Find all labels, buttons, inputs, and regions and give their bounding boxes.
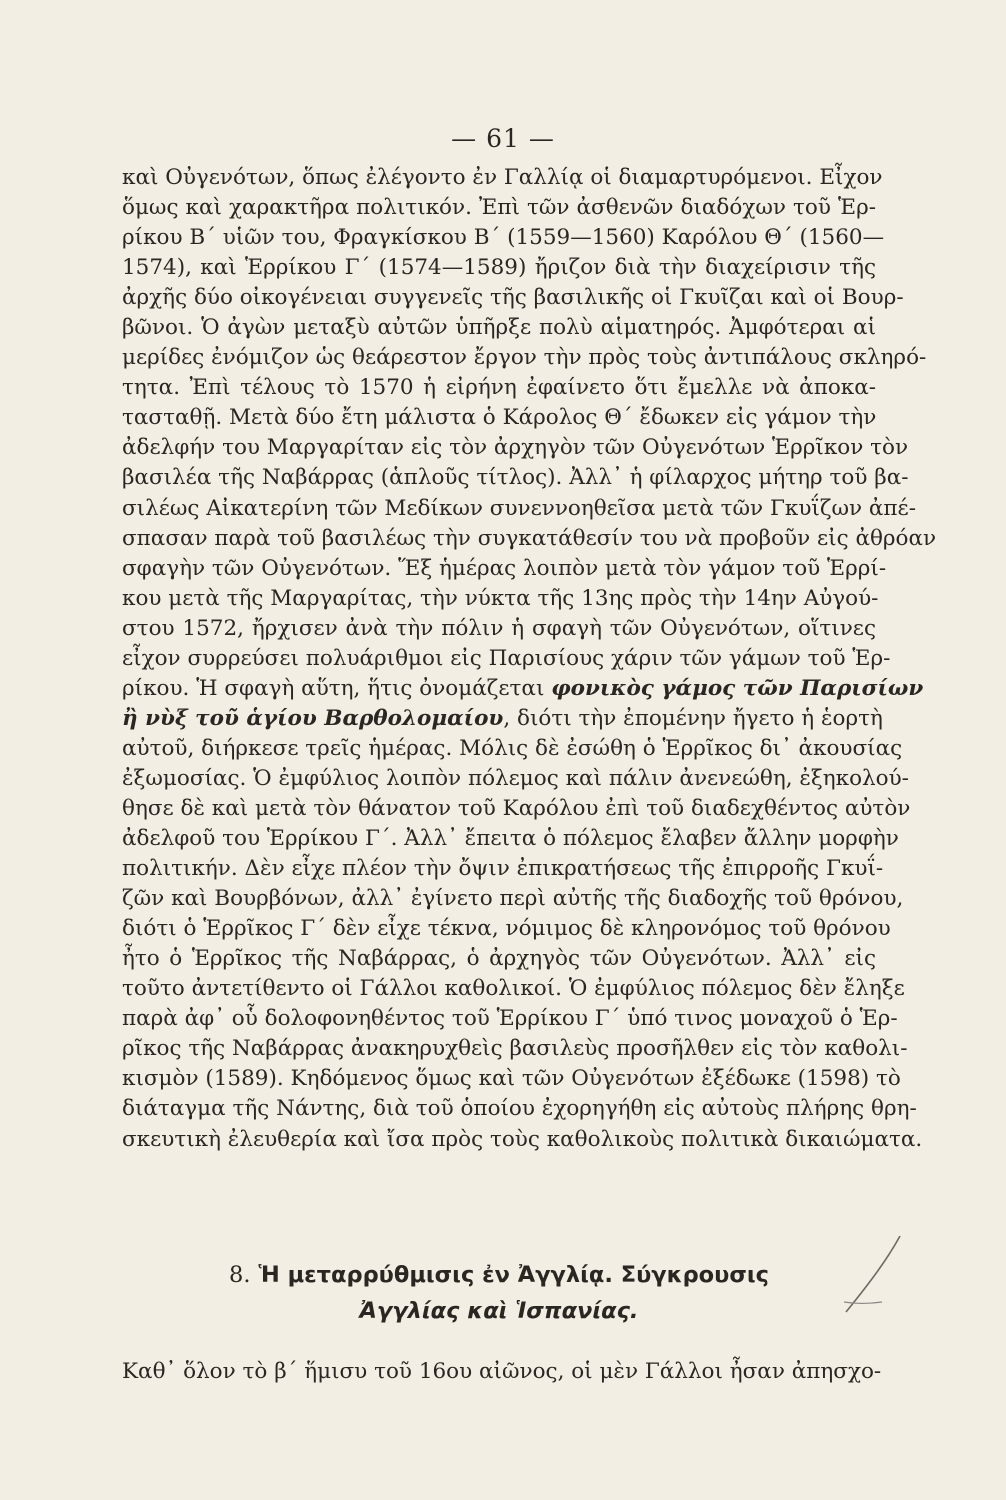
text-line: στου 1572, ἤρχισεν ἀνὰ τὴν πόλιν ἡ σφαγὴ τῶν Οὐγενότων, οἵτινες [122, 615, 876, 641]
text-line: πολιτικήν. Δὲν εἶχε πλέον τὴν ὄψιν ἐπικρατήσεως τῆς ἐπιρροῆς Γκυΐ- [122, 856, 884, 882]
section-heading-line2: Ἀγγλίας καὶ Ἱσπανίας. [359, 1298, 639, 1324]
text-line: σφαγὴν τῶν Οὐγενότων. Ἕξ ἡμέρας λοιπὸν μετὰ τὸν γάμον τοῦ Ἑρρί- [122, 555, 887, 581]
text-line: καὶ Οὐγενότων, ὅπως ἐλέγοντο ἐν Γαλλίᾳ οἱ διαμαρτυρόμενοι. Εἶχον [122, 165, 883, 190]
text-line: διάταγμα τῆς Νάντης, διὰ τοῦ ὁποίου ἐχορηγήθη εἰς αὐτοὺς πλήρης θρη- [122, 1096, 917, 1122]
text-line: μερίδες ἐνόμιζον ὡς θεάρεστον ἔργον τὴν πρὸς τοὺς ἀντιπάλους σκληρό- [122, 345, 927, 371]
text-span: , διότι τὴν ἐπομένην ἤγετο ἡ ἑορτὴ [503, 705, 883, 731]
text-line: ἐξωμοσίας. Ὁ ἐμφύλιος λοιπὸν πόλεμος καὶ πάλιν ἀνενεώθη, ἐξηκολού- [122, 765, 909, 791]
text-line: τασταθῇ. Μετὰ δύο ἔτη μάλιστα ὁ Κάρολος Θ΄ ἔδωκεν εἰς γάμον τὴν [122, 405, 877, 431]
section-number: 8. [229, 1262, 251, 1288]
text-line: αὐτοῦ, διήρκεσε τρεῖς ἡμέρας. Μόλις δὲ ἐσώθη ὁ Ἑρρῖκος δι᾽ ἀκουσίας [122, 735, 903, 761]
text-line: ζῶν καὶ Βουρβόνων, ἀλλ᾽ ἐγίνετο περὶ αὐτῆς τῆς διαδοχῆς τοῦ θρόνου, [122, 886, 904, 912]
text-line: σπασαν παρὰ τοῦ βασιλέως τὴν συγκατάθεσίν του νὰ προβοῦν εἰς ἀθρόαν [122, 525, 937, 551]
section-heading-line1 [122, 1262, 876, 1288]
final-text-line: Καθ᾽ ὅλον τὸ β΄ ἥμισυ τοῦ 16ου αἰῶνος, οἱ μὲν Γάλλοι ἦσαν ἀπησχο- [122, 1359, 882, 1384]
text-line: τοῦτο ἀντετίθεντο οἱ Γάλλοι καθολικοί. Ὁ ἐμφύλιος πόλεμος δὲν ἔληξε [122, 976, 905, 1002]
text-line: ὅμως καὶ χαρακτῆρα πολιτικόν. Ἐπὶ τῶν ἀσθενῶν διαδόχων τοῦ Ἑρ- [122, 195, 876, 221]
text-line: κισμὸν (1589). Κηδόμενος ὅμως καὶ τῶν Οὐγενότων ἐξέδωκε (1598) τὸ [122, 1066, 901, 1092]
text-line: εἶχον συρρεύσει πολυάριθμοι εἰς Παρισίους χάριν τῶν γάμων τοῦ Ἑρ- [122, 645, 891, 671]
text-line-with-emphasis [122, 674, 924, 704]
emphasis-phrase: ἢ νὺξ τοῦ ἁγίου Βαρθολομαίου [122, 705, 504, 731]
text-line: ἀδελφοῦ του Ἑρρίκου Γ΄. Ἀλλ᾽ ἔπειτα ὁ πόλεμος ἔλαβεν ἄλλην μορφὴν [122, 826, 899, 852]
text-line: θησε δὲ καὶ μετὰ τὸν θάνατον τοῦ Καρόλου ἐπὶ τοῦ διαδεχθέντος αὐτὸν [122, 795, 911, 821]
text-line: παρὰ ἀφ᾽ οὗ δολοφονηθέντος τοῦ Ἑρρίκου Γ΄ ὑπό τινος μοναχοῦ ὁ Ἑρ- [122, 1006, 898, 1032]
text-span: ρίκου. Ἡ σφαγὴ αὕτη, ἥτις ὀνομάζεται [122, 675, 545, 701]
text-line: ἀρχῆς δύο οἰκογένειαι συγγενεῖς τῆς βασιλικῆς οἱ Γκυῖζαι καὶ οἱ Βουρ- [122, 285, 904, 311]
text-line: 1574), καὶ Ἑρρίκου Γ΄ (1574—1589) ἤριζον διὰ τὴν διαχείρισιν τῆς [122, 255, 876, 281]
text-line: ἦτο ὁ Ἑρρῖκος τῆς Ναβάρρας, ὁ ἀρχηγὸς τῶν Οὐγενότων. Ἀλλ᾽ εἰς [122, 946, 876, 972]
text-line: διότι ὁ Ἑρρῖκος Γ΄ δὲν εἶχε τέκνα, νόμιμος δὲ κληρονόμος τοῦ θρόνου [122, 916, 891, 942]
section-title-part1: Ἡ μεταρρύθμισις ἐν Ἀγγλίᾳ. Σύγκρουσις [258, 1262, 769, 1288]
emphasis-phrase: φονικὸς γάμος τῶν Παρισίων [551, 675, 924, 701]
text-line: σιλέως Αἰκατερίνη τῶν Μεδίκων συνεννοηθεῖσα μετὰ τῶν Γκυΐζων ἀπέ- [122, 495, 916, 521]
page-number: — 61 — [451, 124, 555, 153]
text-line-with-emphasis [122, 704, 883, 734]
text-line: τητα. Ἐπὶ τέλους τὸ 1570 ἡ εἰρήνη ἐφαίνετο ὅτι ἔμελλε νὰ ἀποκα- [122, 375, 876, 401]
text-line: κου μετὰ τῆς Μαργαρίτας, τὴν νύκτα τῆς 13ης πρὸς τὴν 14ην Αὐγού- [122, 585, 879, 611]
text-line: ρίκου Β΄ υἱῶν του, Φραγκίσκου Β΄ (1559—1560) Καρόλου Θ΄ (1560— [122, 225, 885, 251]
text-line: σκευτικὴ ἐλευθερία καὶ ἴσα πρὸς τοὺς καθολικοὺς πολιτικὰ δικαιώματα. [122, 1126, 923, 1152]
text-line: βῶνοι. Ὁ ἀγὼν μεταξὺ αὐτῶν ὑπῆρξε πολὺ αἱματηρός. Ἀμφότεραι αἱ [122, 315, 876, 341]
text-line: βασιλέα τῆς Ναβάρρας (ἁπλοῦς τίτλος). Ἀλλ᾽ ἡ φίλαρχος μήτηρ τοῦ βα- [122, 465, 909, 491]
text-line: ἀδελφήν του Μαργαρίταν εἰς τὸν ἀρχηγὸν τῶν Οὐγενότων Ἑρρῖκον τὸν [122, 435, 909, 461]
main-paragraph [122, 163, 937, 1155]
text-line: ρῖκος τῆς Ναβάρρας ἀνακηρυχθεὶς βασιλεὺς προσῆλθεν εἰς τὸν καθολι- [122, 1036, 908, 1062]
